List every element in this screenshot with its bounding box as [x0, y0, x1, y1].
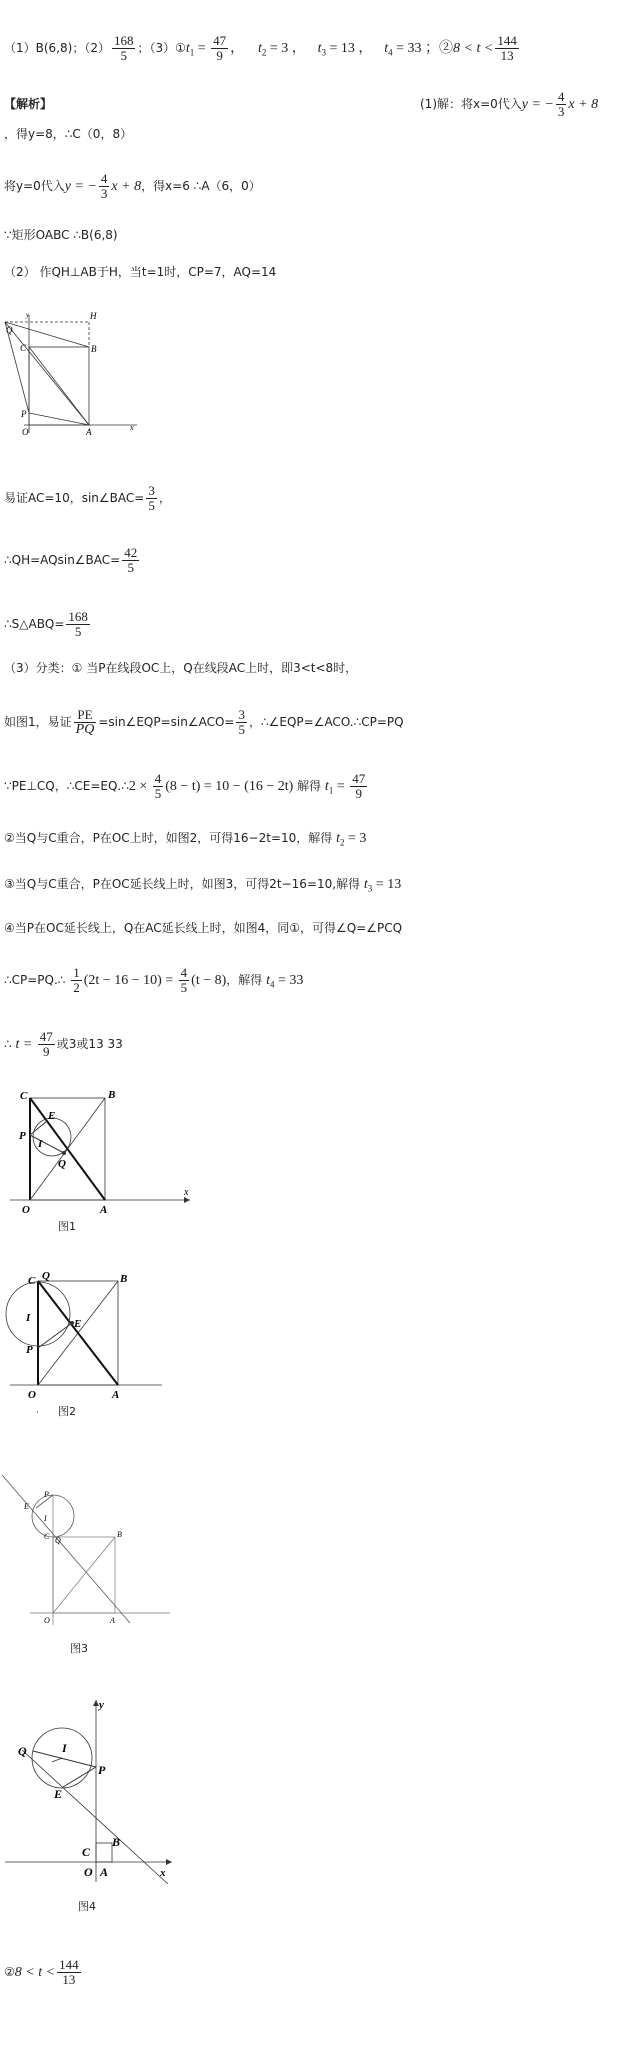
- svg-text:B: B: [117, 1530, 122, 1539]
- ineq: 8 < t <: [453, 41, 494, 56]
- svg-text:I: I: [62, 1741, 67, 1755]
- answer-frac-47-9: $\frac{47}{9}$: [213, 33, 227, 63]
- analysis-line13: ③当Q与C重合，P在OC延长线上时，如图3，可得2t−16=10,解得 $t_3 = 13$: [4, 877, 402, 894]
- t4-var: t: [384, 41, 389, 56]
- t3-var: t: [317, 41, 322, 56]
- final-answer-line: ②8 < t < $\frac{144}{13}$: [4, 1957, 79, 1987]
- analysis-line10: 如图1，易证 $\frac{PE}{PQ}$ =sin∠EQP=sin∠ACO= $\frac{3}{5}$ ，∴∠EQP=∠ACO.∴CP=PQ: [4, 707, 404, 737]
- svg-text:O: O: [84, 1865, 93, 1879]
- svg-text:E: E: [74, 1318, 82, 1330]
- svg-text:C: C: [82, 1845, 91, 1859]
- figure-small: [2, 305, 142, 435]
- analysis-line16: ∴ t = $\frac{47}{9}$ 或3或13 33: [4, 1029, 123, 1059]
- svg-text:Q: Q: [55, 1536, 61, 1545]
- svg-text:C: C: [20, 1090, 28, 1102]
- svg-text:O: O: [28, 1389, 36, 1401]
- t3-val: = 13 ，: [326, 41, 373, 56]
- fig2-caption: 图2: [58, 1405, 76, 1418]
- svg-text:B: B: [120, 1273, 128, 1285]
- answer-part2: ；（3）①: [137, 41, 186, 55]
- svg-text:x: x: [160, 1867, 166, 1879]
- analysis-right-text: (1)解：将x=0代入y = − $\frac{4}{3}$ x + 8: [420, 89, 599, 119]
- figure-4: [0, 1690, 185, 1890]
- t1-var: t: [185, 41, 190, 56]
- t1-sub: 1: [189, 47, 195, 58]
- svg-text:O: O: [22, 427, 29, 437]
- fig3-caption: 图3: [70, 1642, 88, 1655]
- answer-line: （1）B(6,8)；（2） $\frac{168}{5}$ ；$(3)①t_1$ = $\frac{47}{9}$ ， $t_2 = 3$ ， $t_3 = 13$ ， $t_4 = 33$ ；②8 < t < $\frac{144}{13}$: [4, 33, 517, 63]
- svg-text:C: C: [20, 343, 27, 353]
- figure-1: [0, 1085, 200, 1215]
- svg-text:O: O: [44, 1616, 50, 1625]
- svg-text:B: B: [108, 1089, 116, 1101]
- svg-text:Q: Q: [42, 1270, 50, 1282]
- svg-text:E: E: [24, 1502, 29, 1511]
- svg-text:O: O: [22, 1204, 30, 1216]
- analysis-line7: ∴QH=AQsin∠BAC= $\frac{42}{5}$: [4, 545, 138, 575]
- svg-text:x: x: [184, 1187, 189, 1198]
- svg-text:Q: Q: [58, 1158, 66, 1170]
- t4-val: = 33 ；②: [392, 41, 454, 56]
- svg-text:P: P: [19, 1130, 26, 1142]
- svg-text:B: B: [112, 1835, 121, 1849]
- svg-text:P: P: [21, 409, 27, 419]
- analysis-line8: ∴S△ABQ= $\frac{168}{5}$: [4, 609, 88, 639]
- fig4-caption: 图4: [78, 1900, 96, 1913]
- t4-sub: 4: [388, 47, 393, 58]
- analysis-line12: ②当Q与C重合，P在OC上时，如图2，可得16−2t=10，解得 $t_2 = 3$: [4, 831, 367, 848]
- svg-text:A: A: [112, 1389, 120, 1401]
- t2-sub: 2: [261, 47, 267, 58]
- answer-part1: （1）B(6,8)；（2）: [4, 41, 110, 55]
- analysis-heading: 【解析】: [4, 97, 53, 111]
- svg-text:B: B: [91, 344, 97, 354]
- label-Q: Q: [6, 325, 13, 335]
- answer-frac-168-5: $\frac{168}{5}$: [113, 33, 134, 63]
- svg-text:A: A: [100, 1204, 108, 1216]
- analysis-line15: ∴CP=PQ.∴ $\frac{1}{2}$ (2t − 16 − 10) = $\frac{4}{5}$ (t − 8)，解得 $t_4 = 33$: [4, 965, 304, 995]
- svg-text:y: y: [99, 1699, 104, 1711]
- svg-text:A: A: [100, 1865, 109, 1879]
- svg-text:I: I: [26, 1312, 31, 1324]
- svg-text:Q: Q: [18, 1744, 27, 1758]
- svg-text:x: x: [130, 423, 134, 432]
- analysis-line2: ，得y=8，∴C（0，8）: [4, 127, 133, 141]
- answer-frac-144-13: $\frac{144}{13}$: [497, 33, 517, 63]
- svg-text:A: A: [110, 1616, 115, 1625]
- svg-text:P: P: [98, 1763, 106, 1777]
- svg-text:C: C: [44, 1532, 50, 1541]
- svg-text:H: H: [90, 311, 97, 321]
- t3-sub: 3: [321, 47, 326, 58]
- analysis-line3: 将y=0代入y = − $\frac{4}{3}$ x + 8，得x=6 ∴A（6，0）: [4, 171, 261, 201]
- svg-text:E: E: [54, 1787, 63, 1801]
- t2-val: = 3 ，: [266, 41, 306, 56]
- svg-text:P: P: [44, 1490, 49, 1499]
- svg-text:y: y: [26, 311, 30, 319]
- svg-text:I: I: [44, 1514, 47, 1523]
- svg-text:P: P: [26, 1344, 33, 1356]
- svg-text:A: A: [86, 427, 92, 437]
- figure-3: [0, 1445, 180, 1640]
- analysis-line14: ④当P在OC延长线上，Q在AC延长线上时，如图4，同①，可得∠Q=∠PCQ: [4, 921, 403, 935]
- svg-text:C: C: [28, 1275, 36, 1287]
- svg-text:·: ·: [36, 1407, 39, 1417]
- analysis-line5: （2） 作QH⊥AB于H，当t=1时，CP=7，AQ=14: [4, 265, 277, 279]
- analysis-line9: （3）分类：① 当P在线段OC上，Q在线段AC上时，即3<t<8时，: [4, 661, 358, 675]
- fig1-caption: 图1: [58, 1220, 76, 1233]
- svg-text:E: E: [48, 1110, 56, 1122]
- analysis-line6: 易证AC=10，sin∠BAC= $\frac{3}{5}$ ，: [4, 483, 171, 513]
- eq-sign: =: [194, 41, 210, 56]
- t2-var: t: [257, 41, 262, 56]
- analysis-line11: ∵PE⊥CQ，∴CE=EQ.∴2 × $\frac{4}{5}$ (8 − t) = 10 − (16 − 2t) 解得 $t_1$ = $\frac{47}{9}$: [4, 771, 366, 801]
- svg-text:I: I: [38, 1138, 43, 1150]
- analysis-line4: ∵矩形OABC ∴B(6,8): [4, 228, 118, 242]
